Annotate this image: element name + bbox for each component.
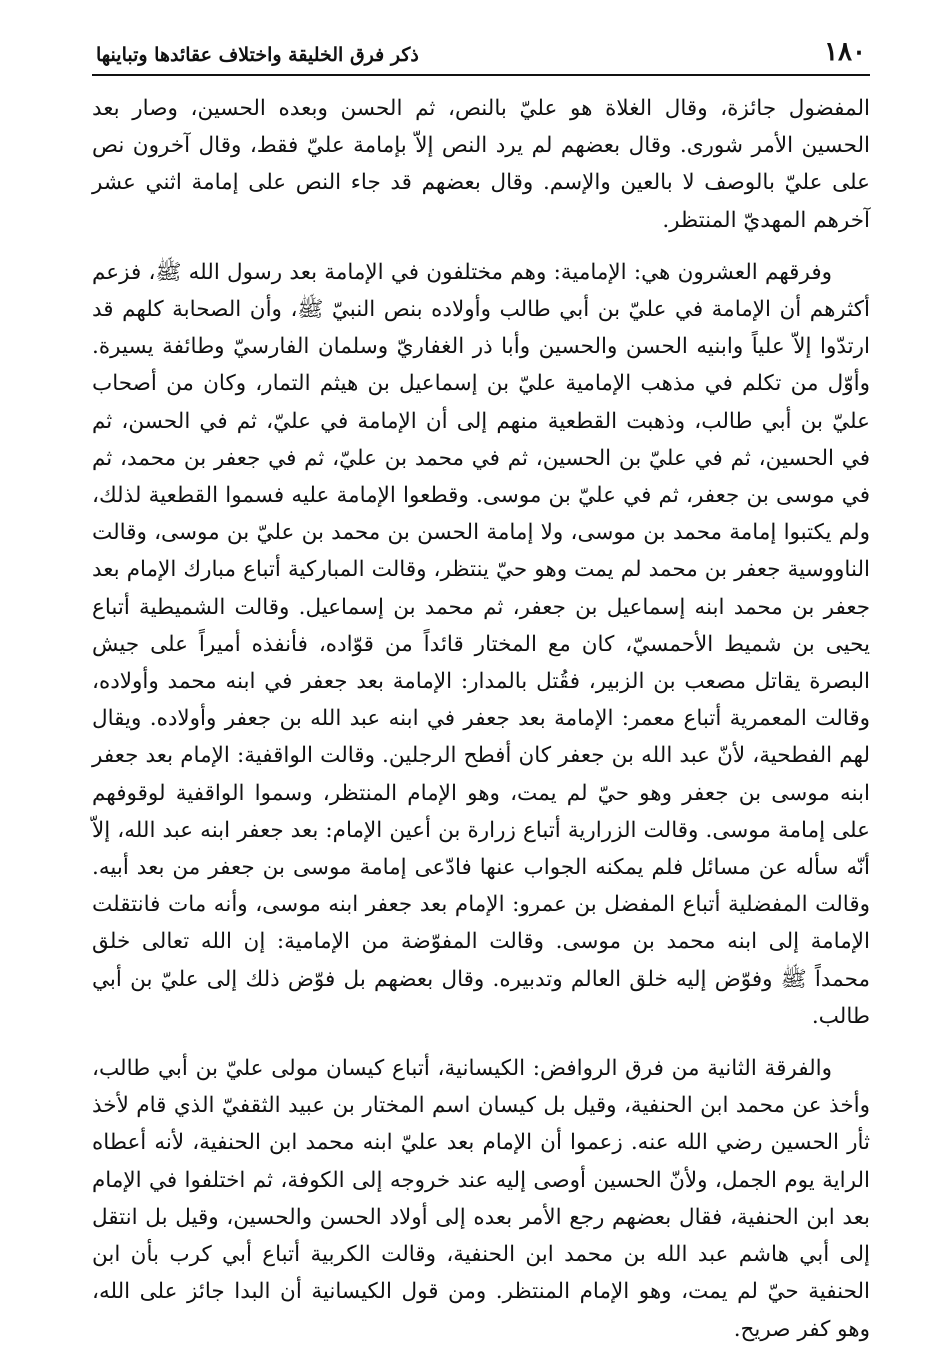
paragraph-imamiyya-sects: وفرقهم العشرون هي: الإمامية: وهم مختلفون في الإمامة بعد رسول الله ﷺ، فزعم أكثرهم أن الإمامة في عليّ بن أبي طالب وأولاده بنص النبيّ ﷺ، وأن الصحابة كلهم قد ارتدّوا إلاّ علياً وابنيه الحسن والحسين وأبا ذر الغفاريّ وسلمان الفارسيّ وطائفة يسيرة. وأوّل من تكلم في مذهب الإمامية عليّ بن إسماعيل بن هيثم التمار، وكان من أصحاب عليّ بن أبي طالب، وذهبت القطعية منهم إلى أن الإمامة في عليّ، ثم في الحسن، ثم في الحسين، ثم في عليّ بن الحسين، ثم في محمد بن عليّ، ثم في جعفر بن محمد، ثم في موسى بن جعفر، ثم في عليّ بن موسى. وقطعوا الإمامة عليه فسموا القطعية لذلك، ولم يكتبوا إمامة محمد بن موسى، ولا إمامة الحسن بن محمد بن عليّ بن موسى، وقالت الناووسية جعفر بن محمد لم يمت وهو حيّ ينتظر، وقالت المباركية أتباع مبارك الإمام بعد جعفر بن محمد ابنه إسماعيل بن جعفر، ثم محمد بن إسماعيل. وقالت الشميطية أتباع يحيى بن شميط الأحمسيّ، كان مع المختار قائداً من قوّاده، فأنفذه أميراً على جيش البصرة يقاتل مصعب بن الزبير، فقُتل بالمدار: الإمامة بعد جعفر في ابنه محمد وأولاده، وقالت المعمرية أتباع معمر: الإمامة بعد جعفر في ابنه عبد الله بن جعفر وأولاده. ويقال لهم الفطحية، لأنّ عبد الله بن جعفر كان أفطح الرجلين. وقالت الواقفية: الإمام بعد جعفر ابنه موسى بن جعفر وهو حيّ لم يمت، وهو الإمام المنتظر، وسموا الواقفية لوقوفهم على إمامة موسى. وقالت الزرارية أتباع زرارة بن أعين الإمام: بعد جعفر ابنه عبد الله، إلاّ أنّه سأله عن مسائل فلم يمكنه الجواب عنها فادّعى إمامة موسى بن جعفر من بعد أبيه. وقالت المفضلية أتباع المفضل بن عمرو: الإمام بعد جعفر ابنه موسى، وأنه مات فانتقلت الإمامة إلى ابنه محمد بن موسى. وقالت المفوّضة من الإمامية: إن الله تعالى خلق محمداً ﷺ وفوّض إليه خلق العالم وتدبيره. وقال بعضهم بل فوّض ذلك إلى عليّ بن أبي طالب. bbox=[92, 259, 870, 1029]
paragraph-kaysaniyya: والفرقة الثانية من فرق الروافض: الكيسانية، أتباع كيسان مولى عليّ بن أبي طالب، وأخذ عن محمد ابن الحنفية، وقيل بل كيسان اسم المختار بن عبيد الثقفيّ الذي قام لأخذ ثأر الحسين رضي الله عنه. زعموا أن الإمام بعد عليّ ابنه محمد ابن الحنفية، لأنه أعطاه الراية يوم الجمل، ولأنّ الحسين أوصى إليه عند خروجه إلى الكوفة، ثم اختلفوا في الإمام بعد ابن الحنفية، فقال بعضهم رجع الأمر بعده إلى أولاد الحسن والحسين، وقيل بل انتقل إلى أبي هاشم عبد الله بن محمد ابن الحنفية، وقالت الكربية أتباع أبي كرب بأن ابن الحنفية حيّ لم يمت، وهو الإمام المنتظر. ومن قول الكيسانية أن البدا جائز على الله، وهو كفر صريح. bbox=[92, 1056, 870, 1342]
page-number: ١٨٠ bbox=[824, 37, 866, 67]
page-header bbox=[92, 30, 870, 76]
book-page bbox=[92, 30, 870, 1340]
page-body bbox=[92, 90, 870, 1348]
paragraph-imamate-views: المفضول جائزة، وقال الغلاة هو عليّ بالنص، ثم الحسن وبعده الحسين، وصار بعد الحسين الأمر شورى. وقال بعضهم لم يرد النص إلاّ بإمامة عليّ فقط، وقال آخرون نص على عليّ بالوصف لا بالعين والإسم. وقال بعضهم قد جاء النص على إمامة اثني عشر آخرهم المهديّ المنتظر. bbox=[92, 96, 870, 233]
running-title: ذكر فرق الخليقة واختلاف عقائدها وتباينها bbox=[96, 44, 419, 66]
